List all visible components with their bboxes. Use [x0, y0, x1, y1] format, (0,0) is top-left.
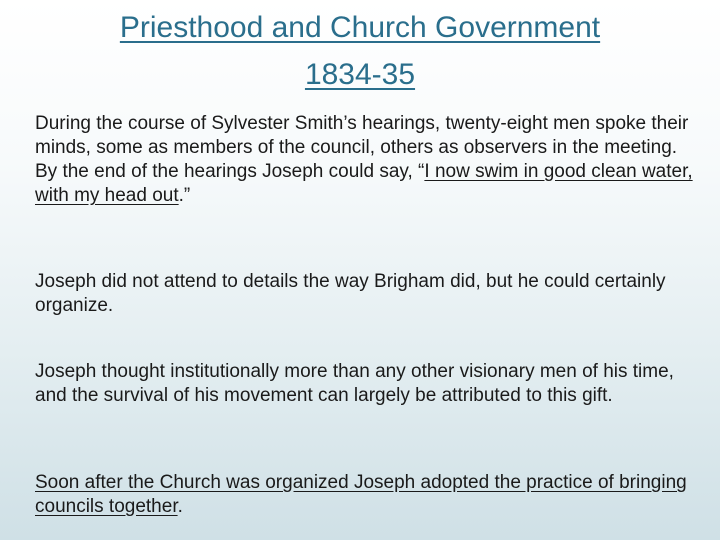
paragraph-text: During the course of Sylvester Smith’s hearings, twenty-eight men spoke their minds, some as members of the council, others as observers in the meeting. By the end of the hearings Joseph could say, “ [35, 113, 689, 182]
paragraph-text: Joseph thought institutionally more than any other visionary men of his time, and the survival of his movement can largely be attributed to this gift. [35, 361, 674, 406]
paragraph-joseph-institutional [35, 360, 695, 408]
underlined-quote: I now swim in good clean water, with my head out [35, 161, 693, 206]
paragraph-joseph-organize [35, 270, 695, 318]
slide-title-line-2: 1834-35 [304, 58, 416, 91]
paragraph-end: .” [178, 185, 191, 206]
paragraph-end: . [177, 496, 183, 517]
paragraph-councils [35, 471, 695, 519]
paragraph-sylvester-smith-hearings [35, 112, 695, 208]
slide-title [0, 4, 720, 98]
underlined-text: Soon after the Church was organized Joseph adopted the practice of bringing councils together [35, 472, 687, 517]
paragraph-text: Joseph did not attend to details the way Brigham did, but he could certainly organize. [35, 271, 666, 316]
slide-title-line-1: Priesthood and Church Government [119, 11, 601, 44]
